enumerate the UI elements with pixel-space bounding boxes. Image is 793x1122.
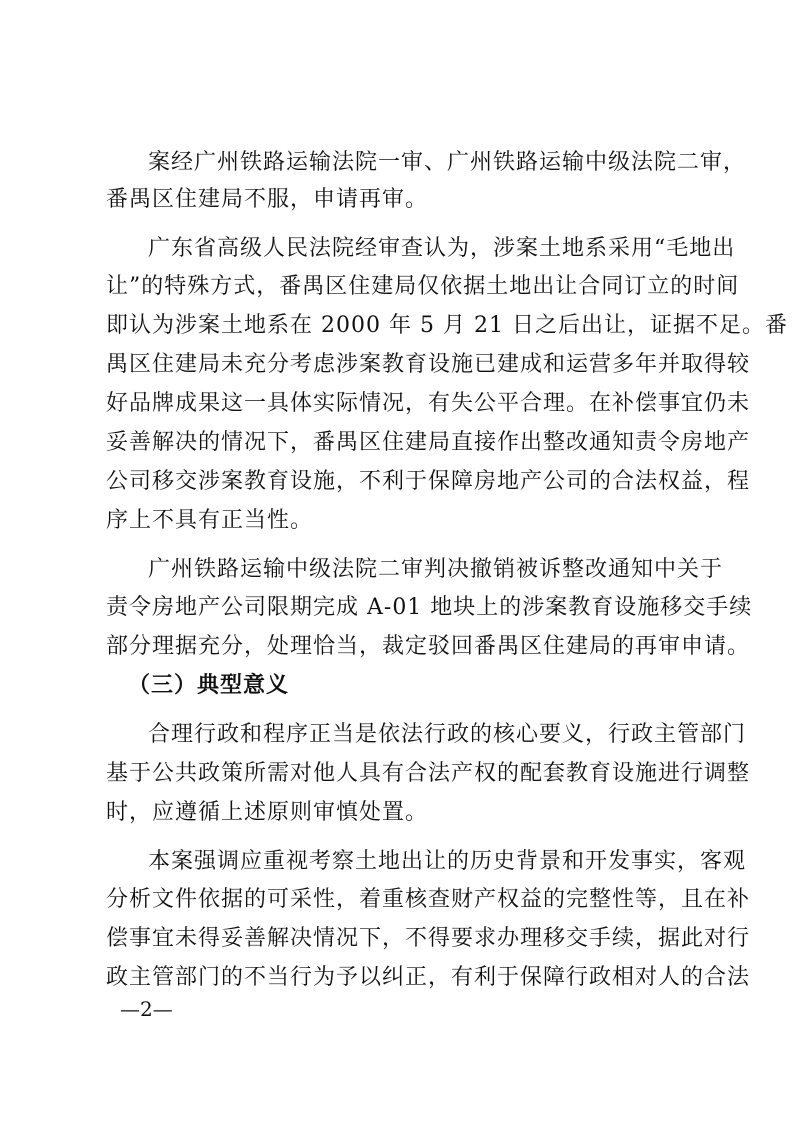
text-line: 分析文件依据的可采性，着重核查财产权益的完整性等，且在补	[106, 887, 751, 912]
text-line: 禺区住建局未充分考虑涉案教育设施已建成和运营多年并取得较	[106, 352, 751, 377]
text-line: 好品牌成果这一具体实际情况，有失公平合理。在补偿事宜仍未	[106, 391, 751, 416]
text-line: 番禺区住建局不服，申请再审。	[106, 187, 429, 212]
page-number: —2—	[120, 997, 173, 1021]
text-line: 序上不具有正当性。	[106, 508, 314, 533]
text-line: 公司移交涉案教育设施，不利于保障房地产公司的合法权益，程	[106, 469, 751, 494]
text-line: 妥善解决的情况下，番禺区住建局直接作出整改通知责令房地产	[106, 430, 751, 455]
text-line: 让”的特殊方式，番禺区住建局仅依据土地出让合同订立的时间	[106, 274, 740, 299]
text-line: 基于公共政策所需对他人具有合法产权的配套教育设施进行调整	[106, 761, 751, 786]
text-line: 案经广州铁路运输法院一审、广州铁路运输中级法院二审，	[148, 150, 747, 175]
text-line: 合理行政和程序正当是依法行政的核心要义，行政主管部门	[148, 722, 747, 747]
text-line: 政主管部门的不当行为予以纠正，有利于保障行政相对人的合法	[106, 965, 751, 990]
text-line: 偿事宜未得妥善解决情况下，不得要求办理移交手续，据此对行	[106, 926, 751, 951]
section-heading: （三）典型意义	[128, 672, 290, 698]
text-line: 部分理据充分，处理恰当，裁定驳回番禺区住建局的再审申请。	[106, 634, 751, 659]
text-line: 责令房地产公司限期完成 A-01 地块上的涉案教育设施移交手续	[106, 595, 753, 620]
text-line: 广州铁路运输中级法院二审判决撤销被诉整改通知中关于	[148, 557, 724, 582]
text-line: 即认为涉案土地系在 2000 年 5 月 21 日之后出让，证据不足。番	[106, 313, 788, 338]
text-line: 时，应遵循上述原则审慎处置。	[106, 800, 429, 825]
text-line: 本案强调应重视考察土地出让的历史背景和开发事实，客观	[148, 849, 747, 874]
text-line: 广东省高级人民法院经审查认为，涉案土地系采用“毛地出	[148, 236, 736, 261]
